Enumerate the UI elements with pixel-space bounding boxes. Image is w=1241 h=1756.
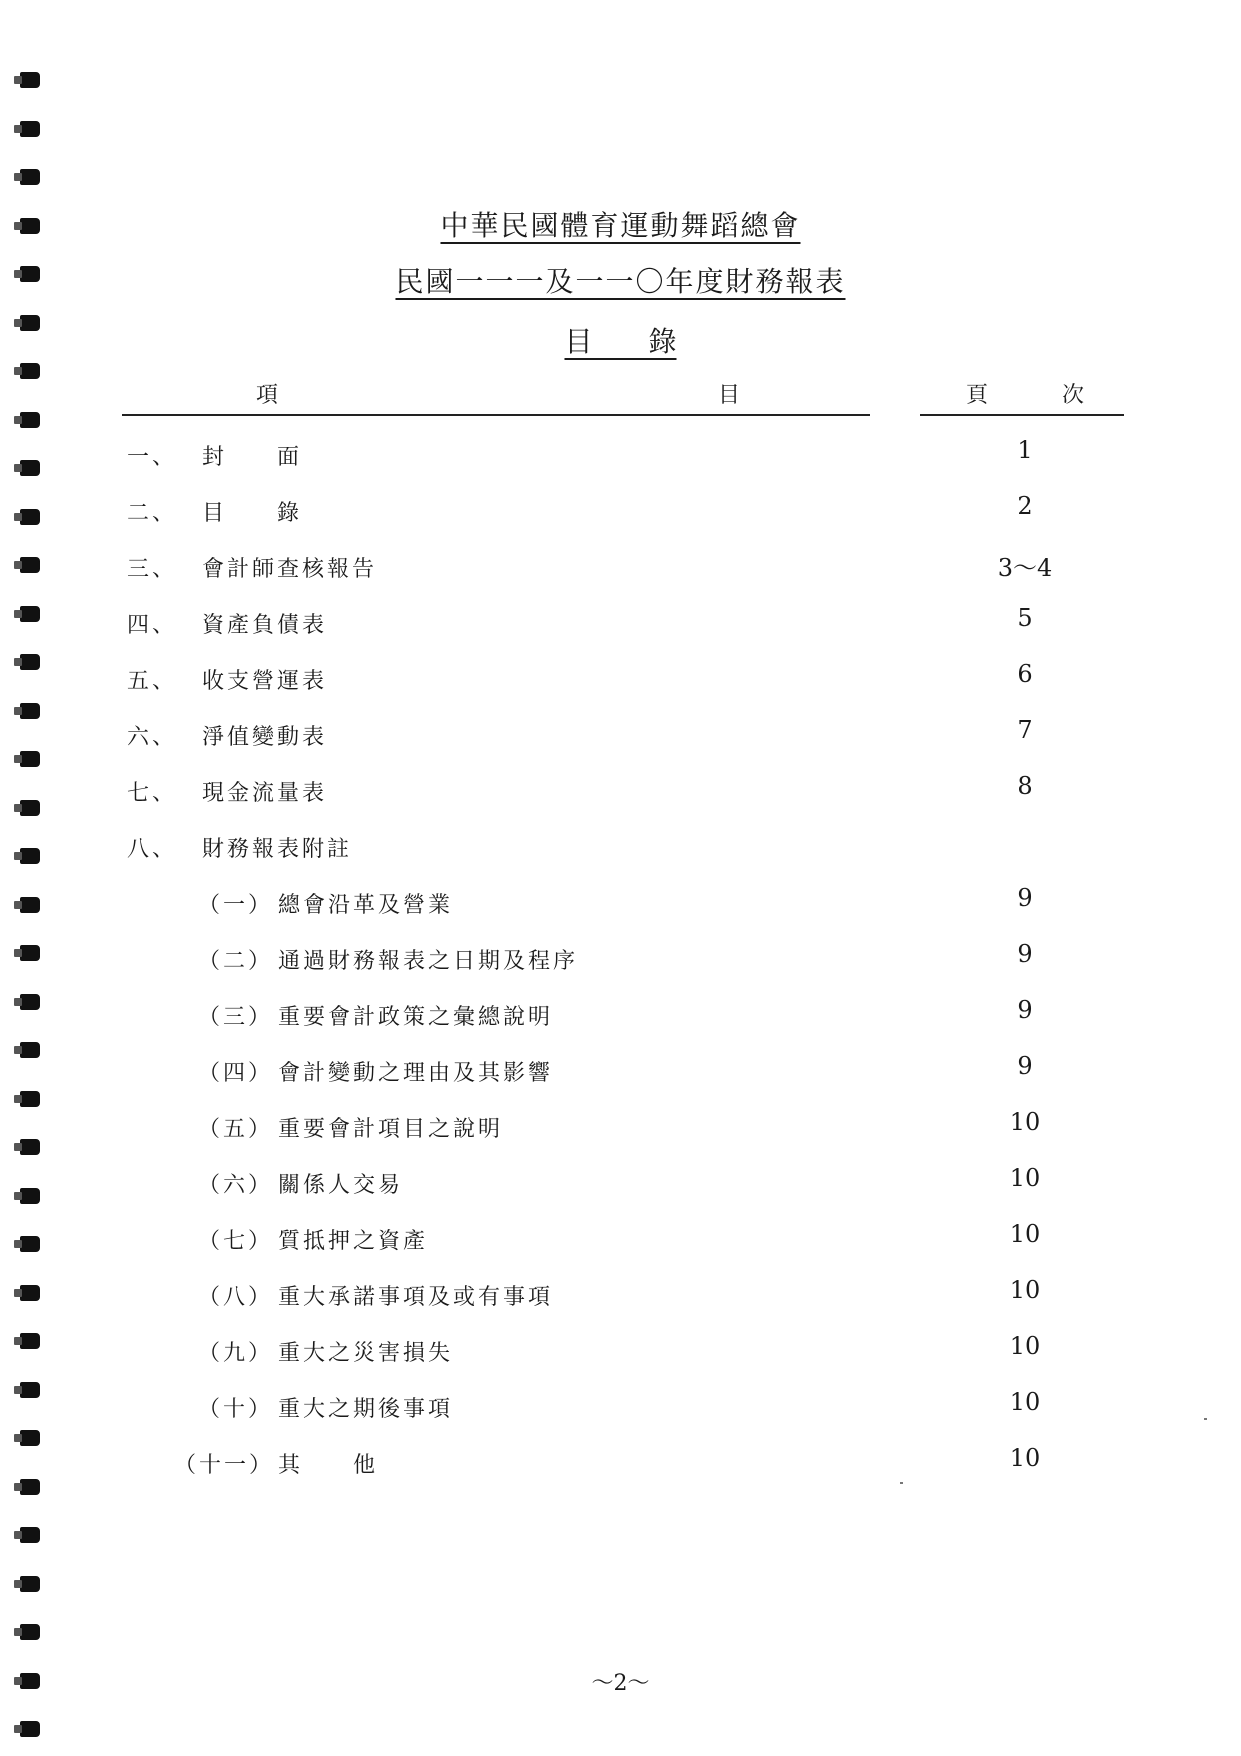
binding-hole [20, 363, 40, 379]
scan-speck [900, 1482, 903, 1484]
binding-hole [20, 412, 40, 428]
entry-page: 8 [1017, 772, 1033, 800]
note-page: 10 [1009, 1332, 1041, 1360]
binding-hole [20, 509, 40, 525]
entry-number: 七、 [127, 781, 178, 806]
scan-speck [1204, 1418, 1207, 1420]
note-number: （四） [198, 1061, 274, 1086]
note-label: 總會沿革及營業 [278, 893, 454, 918]
note-label: 關係人交易 [278, 1173, 404, 1198]
binding-hole [20, 1188, 40, 1204]
binding-hole [20, 654, 40, 670]
note-page: 10 [1009, 1444, 1041, 1472]
entry-label: 淨值變動表 [202, 725, 328, 750]
binding-hole [20, 72, 40, 88]
note-label: 通過財務報表之日期及程序 [278, 949, 579, 974]
entry-number: 五、 [127, 669, 178, 694]
report-title: 民國一一一及一一〇年度財務報表 [395, 265, 846, 298]
note-label: 其 他 [278, 1453, 379, 1478]
note-number: （五） [198, 1117, 274, 1142]
org-title: 中華民國體育運動舞蹈總會 [440, 209, 801, 242]
note-label: 重大之期後事項 [278, 1397, 454, 1422]
binding-hole [20, 1430, 40, 1446]
binding-hole [20, 1139, 40, 1155]
note-number: （十） [198, 1397, 274, 1422]
entry-page: 1 [1017, 436, 1033, 464]
entry-label: 會計師查核報告 [202, 557, 378, 582]
entry-page: 2 [1017, 492, 1033, 520]
entry-label: 收支營運表 [202, 669, 328, 694]
column-header-page-right: 次 [1062, 383, 1085, 408]
entry-page: 6 [1017, 660, 1033, 688]
binding-hole [20, 1527, 40, 1543]
entry-number: 三、 [127, 557, 178, 582]
note-page: 9 [1017, 884, 1033, 912]
entry-number: 二、 [127, 501, 178, 526]
item-column-rule [122, 414, 870, 416]
binding-hole [20, 1285, 40, 1301]
note-page: 10 [1009, 1108, 1041, 1136]
binding-hole [20, 848, 40, 864]
note-label: 質抵押之資產 [278, 1229, 429, 1254]
binding-hole [20, 121, 40, 137]
entry-number: 六、 [127, 725, 178, 750]
note-label: 重要會計項目之說明 [278, 1117, 504, 1142]
entry-page: 5 [1017, 604, 1033, 632]
binding-hole [20, 460, 40, 476]
note-label: 重大承諾事項及或有事項 [278, 1285, 554, 1310]
binding-hole [20, 1333, 40, 1349]
column-header-item-right: 目 [718, 383, 741, 408]
note-page: 9 [1017, 1052, 1033, 1080]
binding-hole [20, 751, 40, 767]
binding-hole [20, 1576, 40, 1592]
binding-hole [20, 1091, 40, 1107]
note-number: （一） [198, 893, 274, 918]
entry-page: 3～4 [997, 554, 1053, 582]
column-header-item-left: 項 [256, 383, 279, 408]
entry-label: 資產負債表 [202, 613, 328, 638]
binding-hole [20, 945, 40, 961]
entry-number: 一、 [127, 445, 178, 470]
entry-page: 7 [1017, 716, 1033, 744]
entry-number: 四、 [127, 613, 178, 638]
entry-label: 財務報表附註 [202, 837, 353, 862]
note-number: （二） [198, 949, 274, 974]
binding-hole [20, 1721, 40, 1737]
note-page: 10 [1009, 1276, 1041, 1304]
note-label: 重要會計政策之彙總說明 [278, 1005, 554, 1030]
toc-title: 目 錄 [564, 325, 677, 358]
note-page: 10 [1009, 1164, 1041, 1192]
binding-hole [20, 606, 40, 622]
binding-hole [20, 1479, 40, 1495]
entry-label: 封 面 [202, 445, 303, 470]
note-label: 重大之災害損失 [278, 1341, 454, 1366]
binding-hole [20, 1042, 40, 1058]
page-column-rule [920, 414, 1124, 416]
entry-label: 目 錄 [202, 501, 303, 526]
entry-label: 現金流量表 [202, 781, 328, 806]
entry-number: 八、 [127, 837, 178, 862]
note-number: （十一） [174, 1453, 275, 1478]
note-label: 會計變動之理由及其影響 [278, 1061, 554, 1086]
note-page: 9 [1017, 940, 1033, 968]
binding-hole [20, 1236, 40, 1252]
note-page: 10 [1009, 1220, 1041, 1248]
note-number: （九） [198, 1341, 274, 1366]
note-number: （七） [198, 1229, 274, 1254]
binding-hole [20, 994, 40, 1010]
binding-hole [20, 1624, 40, 1640]
note-page: 10 [1009, 1388, 1041, 1416]
binding-hole [20, 897, 40, 913]
column-header-page-left: 頁 [966, 383, 989, 408]
binding-hole [20, 169, 40, 185]
note-number: （八） [198, 1285, 274, 1310]
binding-hole [20, 1382, 40, 1398]
binding-hole [20, 557, 40, 573]
page-number: ～2～ [591, 1671, 650, 1696]
note-number: （三） [198, 1005, 274, 1030]
binding-hole [20, 800, 40, 816]
note-number: （六） [198, 1173, 274, 1198]
binding-hole [20, 703, 40, 719]
note-page: 9 [1017, 996, 1033, 1024]
